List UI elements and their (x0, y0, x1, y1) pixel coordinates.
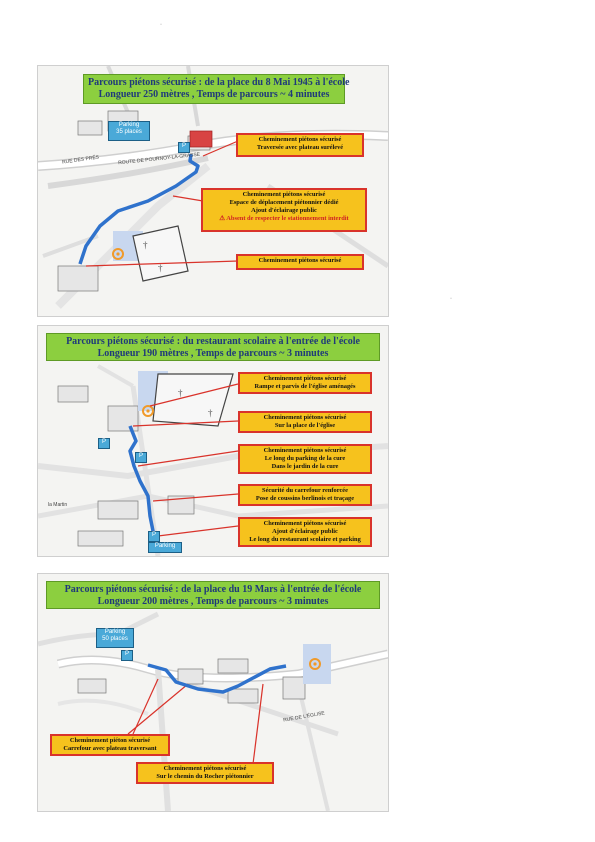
callout-box: Cheminement piétons sécurisé Sur la place de l'église (238, 411, 372, 433)
panel-2-header (46, 333, 380, 361)
svg-text:†: † (208, 408, 213, 418)
road-label: RUE DES PRÉS (61, 154, 100, 166)
callout-box: Cheminement piétons sécurisé Espace de déplacement piétonnier dédié Ajout d'éclairage public ⚠ Absent de respecter le stationnement interdit (201, 188, 367, 232)
parking-badge: P (135, 452, 147, 463)
panel-3-header (46, 581, 380, 609)
callout-box: Cheminement piétons sécurisé (236, 254, 364, 270)
panel-2-title: Parcours piétons sécurisé : du restaurant scolaire à l'entrée de l'école (66, 336, 360, 347)
svg-text:†: † (143, 240, 148, 250)
panel-1-subtitle: Longueur 250 mètres , Temps de parcours ~ 4 minutes (98, 89, 330, 100)
road-label: RUE DE L'ÉGLISE (282, 710, 326, 724)
parking-sign: Parking 35 places (108, 121, 150, 141)
warning-icon: ⚠ (219, 215, 226, 222)
callout-box: Cheminement piétons sécurisé Sur le chemin du Rocher piétonnier (136, 762, 274, 784)
parking-sign: Parking (148, 542, 182, 553)
parking-sign: Parking 50 places (96, 628, 134, 648)
route-panel-1 (37, 65, 389, 317)
road-label: ROUTE DE POURNOY-LA-GRASSE (117, 151, 201, 167)
panel-3-title: Parcours piétons sécurisé : de la place du 19 Mars à l'entrée de l'école (64, 584, 362, 595)
panel-1-header (83, 74, 350, 104)
svg-text:†: † (178, 388, 183, 398)
callout-box: Cheminement piétons sécurisé Le long du parking de la cure Dans le jardin de la cure (238, 444, 372, 474)
route-panel-2 (37, 325, 389, 557)
callout-box: Cheminement piétons sécurisé Ajout d'éclairage public Le long du restaurant scolaire et parking (238, 517, 372, 547)
callout-box: Cheminement piétons sécurisé Rampe et parvis de l'église aménagés (238, 372, 372, 394)
callout-box: Cheminement piéton sécurisé Carrefour avec plateau traversant (50, 734, 170, 756)
parking-badge: P (98, 438, 110, 449)
parking-badge: P (148, 531, 160, 542)
scan-speck: · (160, 22, 162, 28)
parking-badge: P (121, 650, 133, 661)
route-panel-3 (37, 573, 389, 812)
panel-3-subtitle: Longueur 200 mètres , Temps de parcours ~ 3 minutes (97, 596, 329, 607)
panel-2-subtitle: Longueur 190 mètres , Temps de parcours ~ 3 minutes (97, 348, 329, 359)
svg-text:†: † (158, 263, 163, 273)
place-label: la Martin (48, 502, 68, 508)
scan-speck: · (450, 296, 452, 302)
callout-box: Cheminement piétons sécurisé Traversée avec plateau surélevé (236, 133, 364, 157)
panel-1-title: Parcours piétons sécurisé : de la place du 8 Mai 1945 à l'école (88, 77, 350, 88)
callout-box: Sécurité du carrefour renforcée Pose de coussins berlinois et traçage (238, 484, 372, 506)
parking-badge: P (178, 142, 190, 153)
